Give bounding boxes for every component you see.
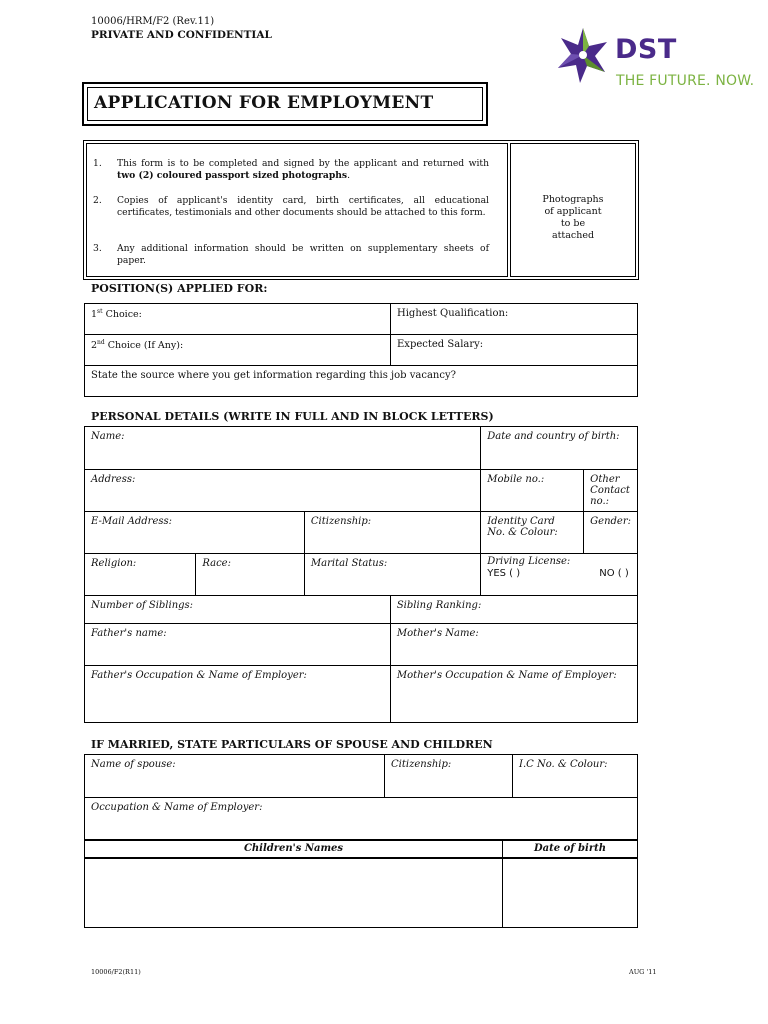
company-logo	[554, 24, 764, 96]
children-dob-header: Date of birth	[503, 841, 638, 858]
race-field[interactable]: Race:	[196, 554, 305, 596]
spouse-citizenship-field[interactable]: Citizenship:	[385, 755, 513, 798]
gender-field[interactable]: Gender:	[584, 512, 638, 554]
mother-name-field[interactable]: Mother's Name:	[390, 624, 637, 666]
personal-details-table	[84, 426, 638, 723]
address-field[interactable]: Address:	[85, 470, 481, 512]
children-names-header: Children's Names	[85, 841, 503, 858]
mobile-field[interactable]: Mobile no.:	[481, 470, 584, 512]
expected-salary-field[interactable]: Expected Salary:	[391, 335, 638, 366]
instructions-box	[83, 140, 639, 280]
other-contact-field[interactable]: Other Contact no.:	[584, 470, 638, 512]
form-title: APPLICATION FOR EMPLOYMENT	[94, 93, 434, 113]
mother-occupation-field[interactable]: Mother's Occupation & Name of Employer:	[390, 666, 637, 723]
form-title-box	[82, 82, 488, 126]
children-table	[84, 840, 638, 928]
instructions-list	[86, 143, 508, 277]
married-heading: IF MARRIED, STATE PARTICULARS OF SPOUSE AND CHILDREN	[91, 738, 493, 751]
children-dob-cell[interactable]	[503, 858, 638, 928]
logo-wordmark: DST	[615, 34, 677, 65]
spouse-ic-field[interactable]: I.C No. & Colour:	[513, 755, 638, 798]
driving-no-option[interactable]: NO ( )	[599, 568, 629, 579]
footer-doc-code: 10006/F2(R11)	[91, 968, 141, 976]
positions-table	[84, 303, 638, 397]
positions-heading: POSITION(S) APPLIED FOR:	[91, 282, 268, 295]
logo-tagline: THE FUTURE. NOW.	[616, 73, 755, 89]
citizenship-field[interactable]: Citizenship:	[304, 512, 480, 554]
name-field[interactable]: Name:	[85, 427, 481, 470]
personal-details-heading: PERSONAL DETAILS (WRITE IN FULL AND IN BLOCK LETTERS)	[91, 410, 494, 423]
job-source-field[interactable]: State the source where you get information regarding this job vacancy?	[85, 366, 638, 397]
father-name-field[interactable]: Father's name:	[85, 624, 391, 666]
dob-field[interactable]: Date and country of birth:	[481, 427, 638, 470]
siblings-count-field[interactable]: Number of Siblings:	[85, 596, 391, 624]
children-names-cell[interactable]	[85, 858, 503, 928]
driving-yes-option[interactable]: YES ( )	[487, 568, 521, 579]
sibling-ranking-field[interactable]: Sibling Ranking:	[390, 596, 637, 624]
document-reference: 10006/HRM/F2 (Rev.11)	[91, 16, 215, 27]
second-choice-field[interactable]: 2nd Choice (If Any):	[85, 335, 391, 366]
email-field[interactable]: E-Mail Address:	[85, 512, 305, 554]
first-choice-field[interactable]: 1st Choice:	[85, 304, 391, 335]
identity-card-field[interactable]: Identity Card No. & Colour:	[481, 512, 584, 554]
highest-qualification-field[interactable]: Highest Qualification:	[391, 304, 638, 335]
religion-field[interactable]: Religion:	[85, 554, 196, 596]
footer-date: AUG '11	[629, 968, 657, 976]
driving-license-field[interactable]: Driving License: YES ( ) NO ( )	[481, 554, 638, 596]
spouse-occupation-field[interactable]: Occupation & Name of Employer:	[85, 798, 638, 840]
spouse-table	[84, 754, 638, 840]
instruction-item: 1. This form is to be completed and signed by the applicant and returned with two (2) coloured passport sized photographs.	[93, 158, 489, 181]
photo-box[interactable]: Photographs of applicant to be attached	[510, 143, 636, 277]
marital-status-field[interactable]: Marital Status:	[304, 554, 480, 596]
spouse-name-field[interactable]: Name of spouse:	[85, 755, 385, 798]
instruction-item: 2. Copies of applicant's identity card, birth certificates, all educational certificates, testimonials and other documents should be attached to this form.	[93, 195, 489, 218]
confidential-label: PRIVATE AND CONFIDENTIAL	[91, 29, 272, 41]
instruction-item: 3. Any additional information should be written on supplementary sheets of paper.	[93, 243, 489, 266]
father-occupation-field[interactable]: Father's Occupation & Name of Employer:	[85, 666, 391, 723]
star-logo-icon	[554, 26, 612, 84]
